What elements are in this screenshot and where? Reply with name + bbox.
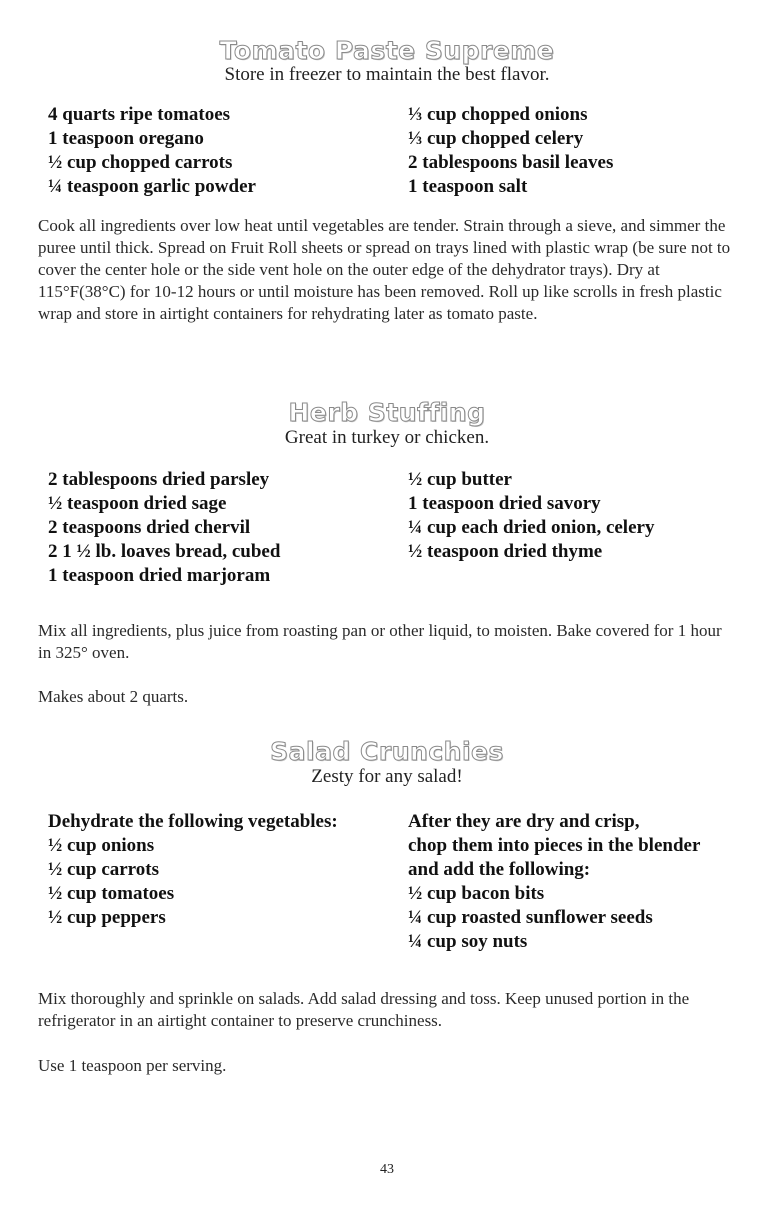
ingredient-item: and add the following:: [408, 859, 591, 880]
ingredient-item: ½ cup butter: [408, 469, 512, 490]
recipe-subtitle-salad-crunchies: Zesty for any salad!: [311, 766, 463, 787]
ingredient-item: ¼ cup roasted sunflower seeds: [408, 907, 653, 928]
ingredient-item: ⅓ cup chopped onions: [408, 104, 588, 125]
ingredient-item: ½ cup bacon bits: [408, 883, 545, 904]
ingredient-item: ½ cup peppers: [48, 907, 166, 928]
recipe-title-salad-crunchies: Salad Crunchies: [270, 737, 504, 766]
ingredient-item: After they are dry and crisp,: [408, 811, 640, 832]
ingredient-list-right: [408, 810, 700, 954]
recipe-subtitle-tomato-paste: Store in freezer to maintain the best flavor.: [224, 64, 550, 85]
ingredient-list-right: [408, 103, 613, 199]
ingredient-item: ½ teaspoon dried sage: [48, 493, 227, 514]
instructions-paragraph: Mix thoroughly and sprinkle on salads. Add salad dressing and toss. Keep unused portion in the refrigerator in an airtight container to preserve crunchiness.: [38, 989, 690, 1030]
ingredient-item: ½ cup tomatoes: [48, 883, 175, 904]
ingredient-list-left: [48, 103, 256, 199]
ingredient-item: ½ cup onions: [48, 835, 155, 856]
ingredient-item: chop them into pieces in the blender: [408, 835, 701, 856]
recipe-subtitle-herb-stuffing: Great in turkey or chicken.: [284, 427, 490, 448]
ingredient-list-right: [408, 468, 654, 564]
ingredient-item: 1 teaspoon dried marjoram: [48, 565, 271, 586]
ingredient-item: 2 1 ½ lb. loaves bread, cubed: [48, 541, 281, 562]
ingredient-item: 2 tablespoons basil leaves: [408, 152, 614, 173]
serving-note: Use 1 teaspoon per serving.: [38, 1056, 227, 1075]
recipe-title-herb-stuffing: Herb Stuffing: [288, 398, 486, 427]
ingredient-item: ½ cup carrots: [48, 859, 159, 880]
ingredient-item: 2 teaspoons dried chervil: [48, 517, 251, 538]
ingredient-item: 1 teaspoon salt: [408, 176, 528, 197]
ingredient-item: ¼ cup soy nuts: [408, 931, 528, 952]
ingredient-item: 1 teaspoon oregano: [48, 128, 204, 149]
instructions-paragraph: Cook all ingredients over low heat until vegetables are tender. Strain through a sieve, and simmer the puree until thick. Spread on Fruit Roll sheets or spread on trays lined with plastic wrap (be sure not to cover the center hole or the side vent hole on the outer edge of the dehydrator trays). Dry at 115°F(38°C) for 10-12 hours or until moisture has been removed. Roll up like scrolls in fresh plastic wrap and store in airtight containers for rehydrating later as tomato paste.: [38, 216, 731, 323]
ingredient-item: Dehydrate the following vegetables:: [48, 811, 338, 832]
ingredient-item: ½ teaspoon dried thyme: [408, 541, 603, 562]
ingredient-item: 4 quarts ripe tomatoes: [48, 104, 231, 125]
ingredient-item: 2 tablespoons dried parsley: [48, 469, 270, 490]
ingredient-item: ½ cup chopped carrots: [48, 152, 233, 173]
recipe-title-tomato-paste: Tomato Paste Supreme: [219, 36, 555, 65]
page-number: 43: [380, 1162, 394, 1177]
ingredient-list-left: [48, 810, 338, 930]
ingredient-item: 1 teaspoon dried savory: [408, 493, 601, 514]
ingredient-item: ⅓ cup chopped celery: [408, 128, 584, 149]
ingredient-item: ¼ cup each dried onion, celery: [408, 517, 655, 538]
ingredient-list-left: [48, 468, 280, 588]
ingredient-item: ¼ teaspoon garlic powder: [48, 176, 256, 197]
instructions-paragraph: Mix all ingredients, plus juice from roasting pan or other liquid, to moisten. Bake covered for 1 hour in 325° oven.: [38, 621, 722, 662]
yield-note: Makes about 2 quarts.: [38, 687, 189, 706]
